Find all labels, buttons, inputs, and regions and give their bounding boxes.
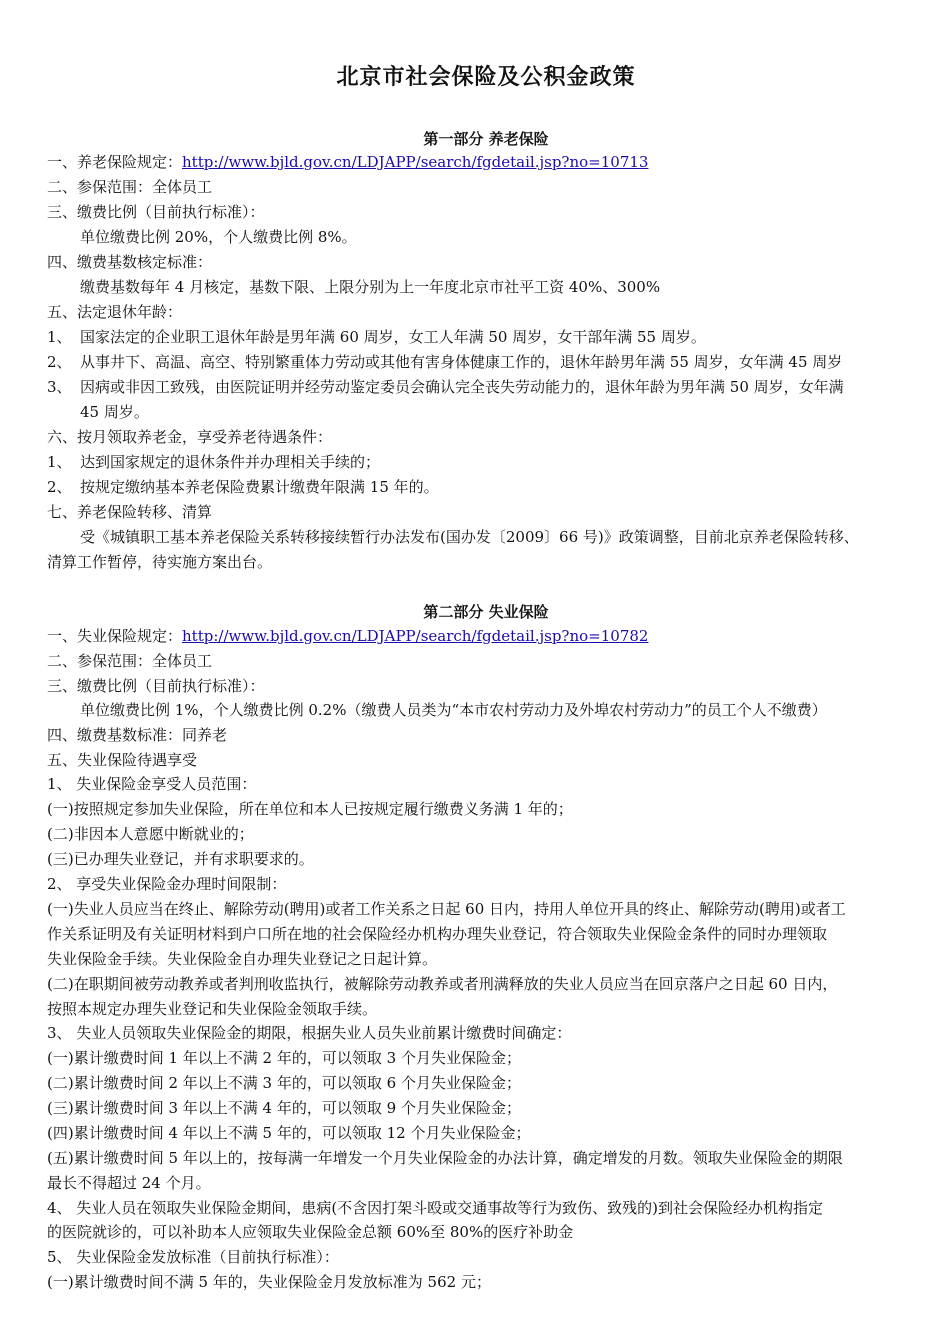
unemployment-base-text: 四、缴费基数标准：同养老: [47, 726, 228, 744]
pension-transfer-text: 受《城镇职工基本养老保险关系转移接续暂行办法发布(国办发〔2009〕66 号)》政策调整，目前北京养老保险转移、: [80, 528, 859, 546]
pension-transfer-text-cont: 清算工作暂停，待实施方案出台。: [47, 553, 273, 571]
paragraph-line: 按照本规定办理失业登记和失业保险金领取手续。: [47, 1000, 378, 1018]
list-item-number: 1、: [47, 328, 72, 346]
unemployment-benefit-heading: 五、失业保险待遇享受: [47, 751, 198, 769]
paragraph-line: 5、 失业保险金发放标准（目前执行标准）：: [47, 1248, 339, 1266]
paragraph-line: (一)失业人员应当在终止、解除劳动(聘用)或者工作关系之日起 60 日内，持用人单位开具的终止、解除劳动(聘用)或者工: [47, 900, 846, 918]
pension-base-heading: 四、缴费基数核定标准：: [47, 253, 213, 271]
pension-scope: 二、参保范围：全体员工: [47, 178, 213, 196]
paragraph-line: (一)累计缴费时间 1 年以上不满 2 年的，可以领取 3 个月失业保险金；: [47, 1049, 521, 1067]
paragraph-line: (二)累计缴费时间 2 年以上不满 3 年的，可以领取 6 个月失业保险金；: [47, 1074, 521, 1092]
list-item-number: 3、: [47, 378, 72, 396]
list-item-text: 达到国家规定的退休条件并办理相关手续的；: [80, 453, 381, 471]
paragraph-line: 2、 享受失业保险金办理时间限制：: [47, 875, 287, 893]
list-item: [47, 327, 932, 347]
paragraph-line: (一)累计缴费时间不满 5 年的，失业保险金月发放标准为 562 元；: [47, 1273, 491, 1291]
pension-rule-label: 一、养老保险规定：: [47, 153, 183, 171]
list-item: [47, 452, 932, 472]
unemployment-scope: 二、参保范围：全体员工: [47, 652, 213, 670]
pension-rule-link[interactable]: http://www.bjld.gov.cn/LDJAPP/search/fgdetail.jsp?no=10713: [182, 153, 649, 171]
paragraph-line: (二)在职期间被劳动教养或者判刑收监执行，被解除劳动教养或者刑满释放的失业人员应当在回京落户之日起 60 日内，: [47, 975, 838, 993]
list-item: [47, 477, 932, 497]
list-item-number: 2、: [47, 478, 72, 496]
list-item-text: 因病或非因工致残，由医院证明并经劳动鉴定委员会确认完全丧失劳动能力的，退休年龄为男年满 50 周岁，女年满: [80, 378, 844, 396]
paragraph-line: (五)累计缴费时间 5 年以上的，按每满一年增发一个月失业保险金的办法计算，确定增发的月数。领取失业保险金的期限: [47, 1149, 843, 1167]
paragraph-line: 4、 失业人员在领取失业保险金期间，患病(不含因打架斗殴或交通事故等行为致伤、致残的)到社会保险经办机构指定: [47, 1199, 824, 1217]
list-item: [47, 377, 932, 397]
list-item-continuation: 45 周岁。: [80, 403, 149, 421]
list-item-number: 2、: [47, 353, 72, 371]
list-item-text: 国家法定的企业职工退休年龄是男年满 60 周岁，女工人年满 50 周岁，女干部年满 55 周岁。: [80, 328, 706, 346]
paragraph-line: 失业保险金手续。失业保险金自办理失业登记之日起计算。: [47, 950, 438, 968]
paragraph-line: 作关系证明及有关证明材料到户口所在地的社会保险经办机构办理失业登记，符合领取失业保险金条件的同时办理领取: [47, 925, 828, 943]
pension-transfer-heading: 七、养老保险转移、清算: [47, 503, 213, 521]
unemployment-rate-text: 单位缴费比例 1%，个人缴费比例 0.2%（缴费人员类为“本市农村劳动力及外埠农村劳动力”的员工个人不缴费）: [80, 701, 827, 719]
paragraph-line: 3、 失业人员领取失业保险金的期限，根据失业人员失业前累计缴费时间确定：: [47, 1024, 572, 1042]
list-item: [47, 352, 932, 372]
pension-rate-heading: 三、缴费比例（目前执行标准）：: [47, 203, 265, 221]
paragraph-line: (三)已办理失业登记，并有求职要求的。: [47, 850, 314, 868]
list-item-text: 从事井下、高温、高空、特别繁重体力劳动或其他有害身体健康工作的，退休年龄男年满 55 周岁，女年满 45 周岁: [80, 353, 843, 371]
section-heading-pension: 第一部分 养老保险: [423, 130, 549, 148]
paragraph-line: (二)非因本人意愿中断就业的；: [47, 825, 254, 843]
paragraph-line: (三)累计缴费时间 3 年以上不满 4 年的，可以领取 9 个月失业保险金；: [47, 1099, 521, 1117]
paragraph-line: (一)按照规定参加失业保险，所在单位和本人已按规定履行缴费义务满 1 年的；: [47, 800, 573, 818]
list-item-text: 按规定缴纳基本养老保险费累计缴费年限满 15 年的。: [80, 478, 439, 496]
unemployment-rule-link[interactable]: http://www.bjld.gov.cn/LDJAPP/search/fgdetail.jsp?no=10782: [182, 627, 649, 645]
paragraph-line: 的医院就诊的，可以补助本人应领取失业保险金总额 60%至 80%的医疗补助金: [47, 1223, 574, 1241]
retire-age-heading: 五、法定退休年龄：: [47, 303, 183, 321]
pension-conditions-heading: 六、按月领取养老金，享受养老待遇条件：: [47, 428, 333, 446]
pension-rate-text: 单位缴费比例 20%，个人缴费比例 8%。: [80, 228, 357, 246]
pension-base-text: 缴费基数每年 4 月核定，基数下限、上限分别为上一年度北京市社平工资 40%、300%: [80, 278, 661, 296]
unemployment-rule-line: [47, 626, 932, 646]
section-heading-unemployment: 第二部分 失业保险: [423, 603, 549, 621]
list-item-number: 1、: [47, 453, 72, 471]
paragraph-line: 最长不得超过 24 个月。: [47, 1174, 211, 1192]
paragraph-line: (四)累计缴费时间 4 年以上不满 5 年的，可以领取 12 个月失业保险金；: [47, 1124, 531, 1142]
pension-rule-line: [47, 152, 932, 172]
unemployment-rule-label: 一、失业保险规定：: [47, 627, 183, 645]
paragraph-line: 1、 失业保险金享受人员范围：: [47, 775, 257, 793]
page-title: 北京市社会保险及公积金政策: [336, 64, 636, 90]
unemployment-rate-heading: 三、缴费比例（目前执行标准）：: [47, 677, 265, 695]
